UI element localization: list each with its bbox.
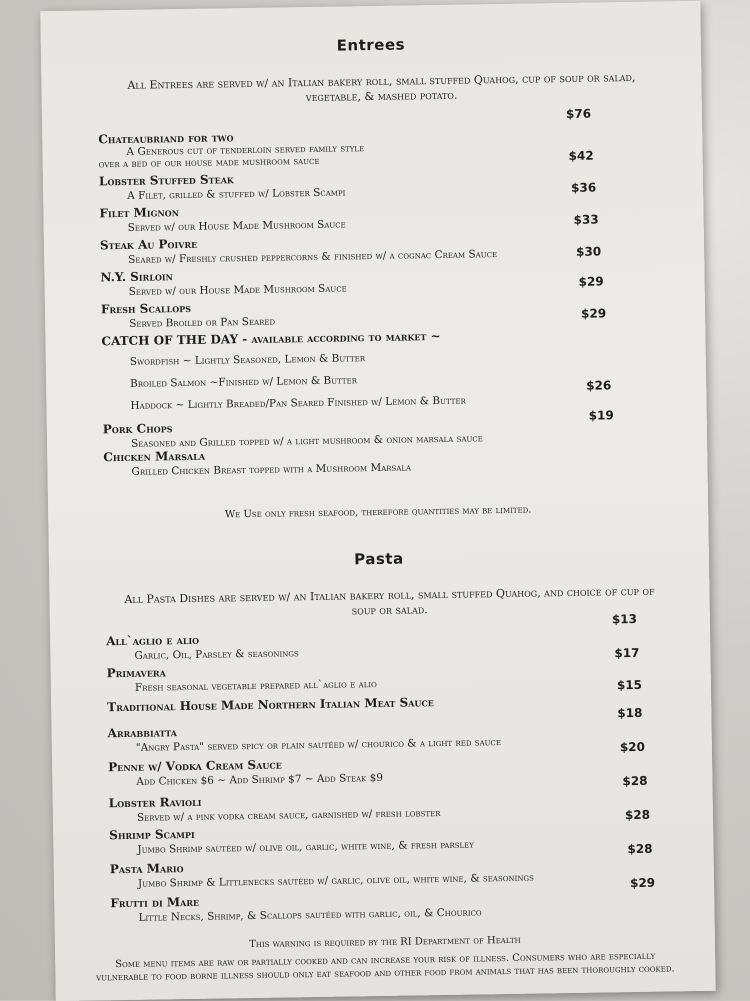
- entree-desc: A Filet, grilled & stuffed w/ Lobster Scampi: [127, 186, 346, 202]
- pasta-desc: "Angry Pasta" served spicy or plain sautéed w/ chourico & a light red sauce: [135, 736, 502, 754]
- entree-name: Filet Mignon: [99, 205, 180, 221]
- seafood-note: We Use only fresh seafood, therefore quantities may be limited.: [224, 504, 532, 521]
- pasta-price: $13: [611, 611, 638, 627]
- entree-desc: A Generous cut of tenderloin served family style: [126, 142, 365, 158]
- pasta-name: Pasta Mario: [109, 861, 184, 877]
- entrees-title: Entrees: [336, 35, 406, 55]
- pasta-price: $20: [619, 739, 646, 755]
- pasta-name: All`aglio e alio: [106, 632, 200, 649]
- pasta-name: Primavera: [106, 665, 166, 681]
- pasta-intro: All Pasta Dishes are served w/ an Italian bakery roll, small stuffed Quahog, and choice of cup of soup or salad.: [124, 584, 655, 618]
- entree-name: Chateaubriand for two: [98, 130, 234, 147]
- entree-desc: Served Broiled or Pan Seared: [129, 315, 276, 330]
- pasta-price: $28: [624, 807, 651, 823]
- entree-name: CATCH OF THE DAY - available according to market ~: [101, 328, 441, 349]
- pasta-price: $28: [627, 841, 653, 857]
- entree-price: $29: [580, 306, 607, 321]
- pasta-desc: Fresh seasonal vegetable prepared all`aglio e alio: [134, 678, 377, 694]
- pasta-price: $29: [629, 875, 656, 891]
- menu-sheet: [40, 1, 715, 1001]
- entree-name: Pork Chops: [102, 421, 173, 437]
- pasta-title: Pasta: [354, 549, 404, 569]
- entree-desc: Served w/ our House Made Mushroom Sauce: [128, 282, 347, 298]
- entree-name: Steak Au Poivre: [99, 236, 198, 253]
- pasta-name: Penne w/ Vodka Cream Sauce: [108, 757, 282, 775]
- health-disclaimer: Some menu items are raw or partially cooked and can increase your risk of illness. Consumers who are especially vulnerable to food borne illness should only eat seafood and other food from animals that has been thoroughly cooked.: [96, 950, 675, 984]
- entree-name: Lobster Stuffed Steak: [98, 172, 234, 189]
- health-warning: This warning is required by the RI Department of Health: [249, 934, 521, 951]
- entree-desc: Seared w/ Freshly crushed peppercorns & finished w/ a cognac Cream Sauce: [128, 248, 498, 266]
- entree-name: N.Y. Sirloin: [100, 269, 174, 285]
- entree-price: $42: [568, 148, 594, 163]
- pasta-price: $18: [617, 705, 643, 721]
- entree-price: $36: [570, 180, 597, 195]
- pasta-name: Arrabbiatta: [107, 725, 177, 741]
- entree-price: $30: [576, 244, 602, 259]
- pasta-name: Traditional House Made Northern Italian Meat Sauce: [107, 695, 434, 715]
- pasta-desc: Add Chicken $6 ~ Add Shrimp $7 ~ Add Steak $9: [136, 771, 384, 788]
- pasta-desc: Garlic, Oil, Parsley & seasonings: [134, 647, 299, 662]
- entree-price: $26: [586, 378, 612, 393]
- pasta-name: Frutti di Mare: [110, 894, 200, 911]
- pasta-name: Lobster Ravioli: [108, 794, 202, 811]
- entree-price: $76: [565, 106, 592, 121]
- entree-desc: Broiled Salmon ~Finished w/ Lemon & Butter: [130, 374, 358, 390]
- pasta-desc: Jumbo Shrimp sautéed w/ olive oil, garlic, white wine, & fresh parsley: [137, 838, 474, 856]
- pasta-desc: Jumbo Shrimp & Littlenecks sautéed w/ garlic, olive oil, white wine, & seasonings: [137, 871, 534, 890]
- pasta-name: Shrimp Scampi: [109, 826, 195, 843]
- pasta-price: $28: [622, 773, 648, 789]
- entree-price: $19: [588, 408, 614, 423]
- entree-desc: Seasoned and Grilled topped w/ a light mushroom & onion marsala sauce: [130, 432, 483, 450]
- entree-desc: Swordfish ~ Lightly Seasoned, Lemon & Butter: [129, 352, 366, 368]
- entree-name: Fresh Scallops: [100, 300, 192, 317]
- pasta-price: $17: [614, 645, 640, 661]
- entree-desc: Grilled Chicken Breast topped with a Mushroom Marsala: [131, 461, 412, 478]
- pasta-price: $15: [616, 677, 643, 693]
- entree-price: $29: [578, 274, 604, 289]
- entree-desc: Haddock ~ Lightly Breaded/Pan Seared Finished w/ Lemon & Butter: [130, 394, 466, 412]
- entree-desc: Served w/ our House Made Mushroom Sauce: [127, 218, 346, 234]
- entree-price: $33: [573, 212, 599, 227]
- entree-desc: over a bed of our house made mushroom sauce: [98, 154, 320, 171]
- pasta-desc: Served w/ a pink vodka cream sauce, garnished w/ fresh lobster: [136, 807, 441, 824]
- entree-name: Chicken Marsala: [103, 448, 206, 465]
- pasta-desc: Little Necks, Shrimp, & Scallops sautéed with garlic, oil, & Chourico: [138, 906, 482, 924]
- entrees-intro: All Entrees are served w/ an Italian bakery roll, small stuffed Quahog, cup of soup or salad, vegetable, & mashed potato.: [127, 70, 636, 105]
